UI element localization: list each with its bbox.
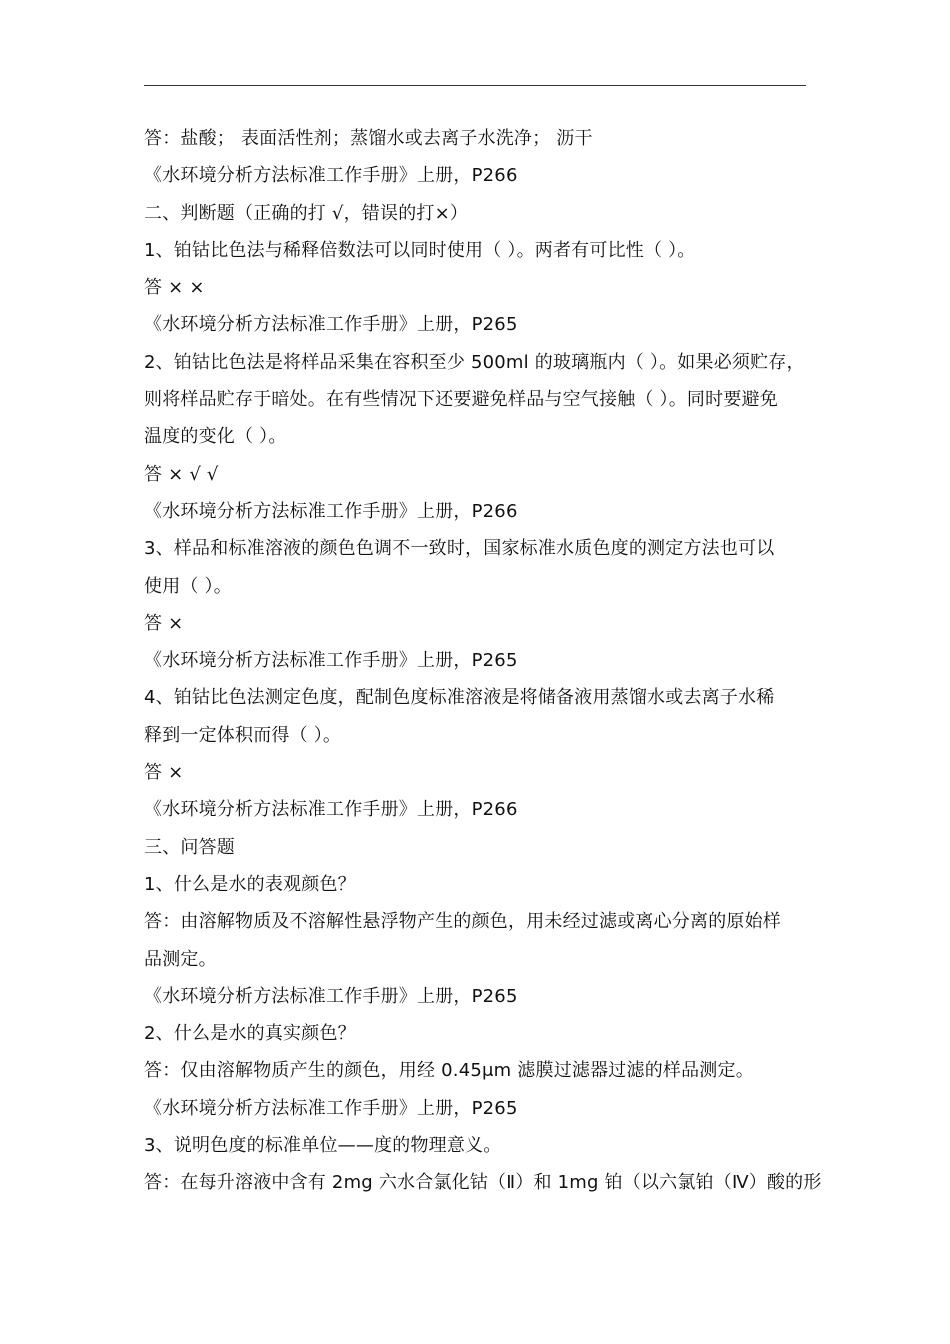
answer-line: 答：盐酸； 表面活性剂；蒸馏水或去离子水洗净； 沥干 — [144, 128, 593, 149]
reference-line: 《水环境分析方法标准工作手册》上册，P265 — [144, 1097, 518, 1119]
qa-question-3: 3、说明色度的标准单位——度的物理意义。 — [144, 1135, 502, 1157]
reference-line: 《水环境分析方法标准工作手册》上册，P266 — [144, 165, 518, 187]
question-2-line-3: 温度的变化（ ）。 — [144, 426, 287, 448]
reference-line: 《水环境分析方法标准工作手册》上册，P266 — [144, 799, 518, 821]
answer-4: 答 × — [144, 762, 184, 784]
answer-1: 答 × × — [144, 277, 205, 299]
question-2-line-2: 则将样品贮存于暗处。在有些情况下还要避免样品与空气接触（ ）。同时要避免 — [144, 389, 778, 411]
qa-question-2: 2、什么是水的真实颜色？ — [144, 1023, 356, 1045]
section-heading-qa: 三、问答题 — [144, 836, 235, 858]
document-body — [144, 120, 822, 1202]
reference-line: 《水环境分析方法标准工作手册》上册，P265 — [144, 314, 518, 336]
answer-2: 答 × √ √ — [144, 463, 219, 485]
qa-answer-1-line-1: 答：由溶解物质及不溶解性悬浮物产生的颜色，用未经过滤或离心分离的原始样 — [144, 911, 781, 933]
question-3-line-1: 3、样品和标准溶液的颜色色调不一致时，国家标准水质色度的测定方法也可以 — [144, 538, 775, 560]
reference-line: 《水环境分析方法标准工作手册》上册，P266 — [144, 500, 518, 522]
answer-3: 答 × — [144, 612, 184, 634]
section-heading-judgement: 二、判断题（正确的打 √，错误的打×） — [144, 202, 469, 224]
question-4-line-1: 4、铂钴比色法测定色度，配制色度标准溶液是将储备液用蒸馏水或去离子水稀 — [144, 687, 775, 709]
reference-line: 《水环境分析方法标准工作手册》上册，P265 — [144, 985, 518, 1007]
question-2-line-1: 2、铂钴比色法是将样品采集在容积至少 500ml 的玻璃瓶内（ ）。如果必须贮存， — [144, 351, 805, 373]
reference-line: 《水环境分析方法标准工作手册》上册，P265 — [144, 650, 518, 672]
question-4-line-2: 释到一定体积而得（ ）。 — [144, 724, 342, 746]
qa-answer-2: 答：仅由溶解物质产生的颜色，用经 0.45μm 滤膜过滤器过滤的样品测定。 — [144, 1060, 754, 1082]
qa-answer-1-line-2: 品测定。 — [144, 948, 217, 970]
qa-answer-3-line-1: 答：在每升溶液中含有 2mg 六水合氯化钴（Ⅱ）和 1mg 铂（以六氯铂（Ⅳ）酸的形 — [144, 1172, 822, 1194]
qa-question-1: 1、什么是水的表观颜色？ — [144, 873, 356, 895]
header-rule — [144, 85, 806, 86]
question-1: 1、铂钴比色法与稀释倍数法可以同时使用（ ）。两者有可比性（ ）。 — [144, 239, 696, 261]
question-3-line-2: 使用（ ）。 — [144, 575, 232, 597]
